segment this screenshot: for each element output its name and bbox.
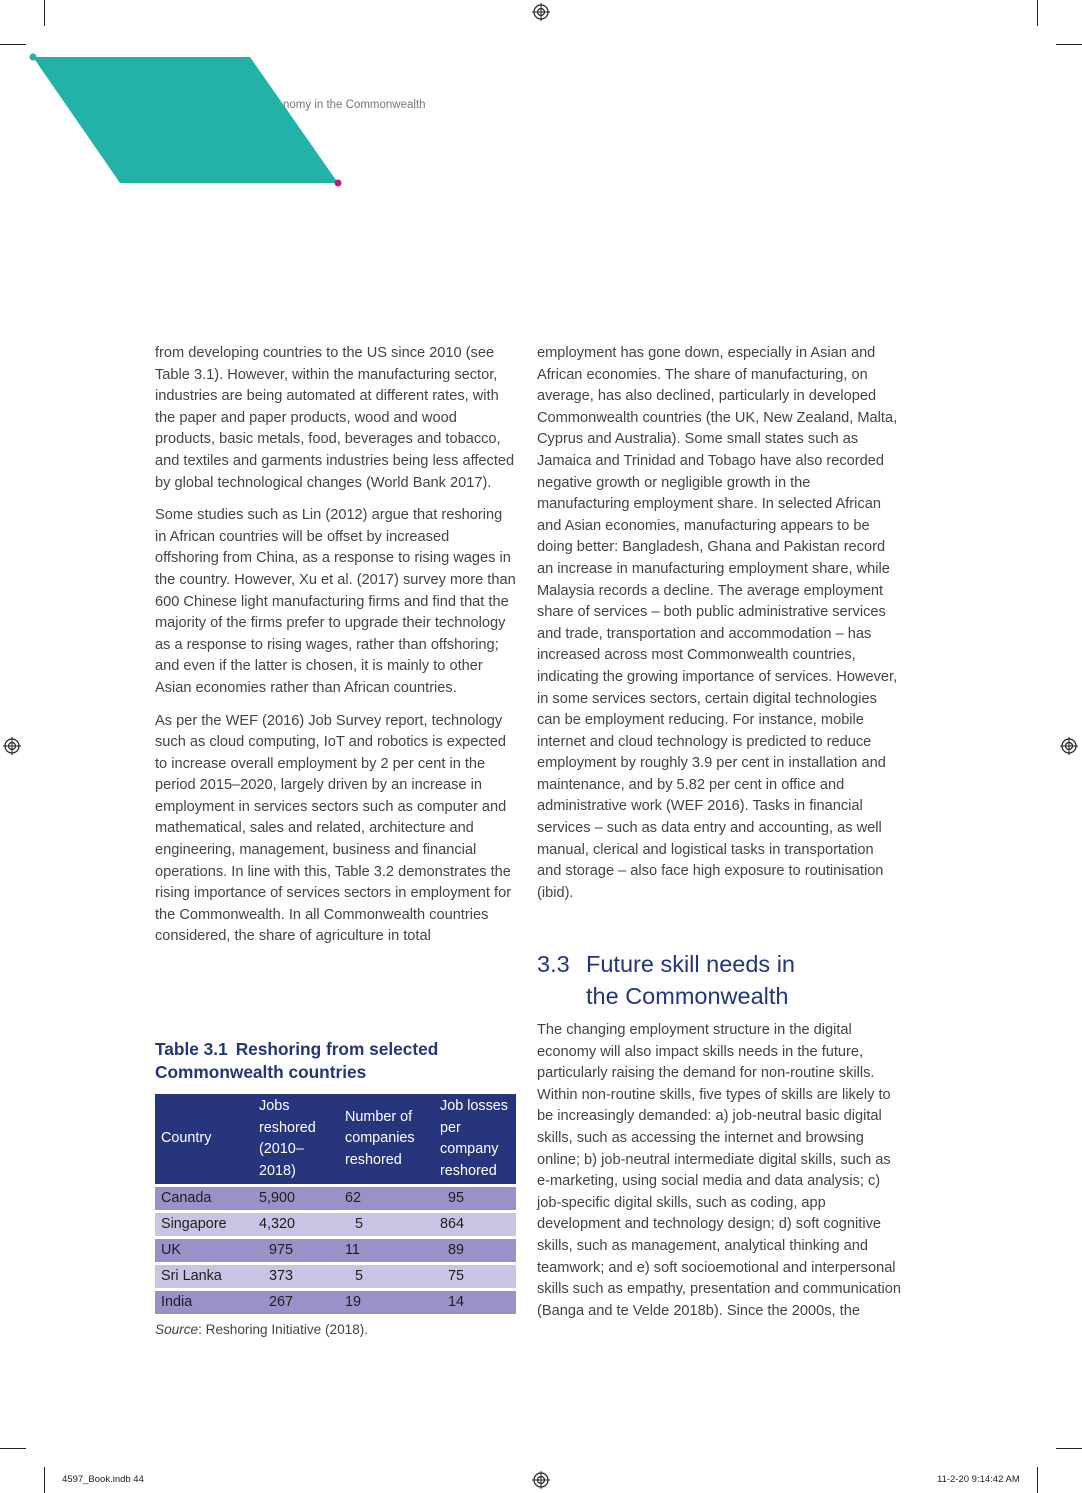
body-paragraph: The changing employment structure in the digital economy will also impact skills needs in the future, particularly raising the demand for non-routine skills. Within non-routine skills, five types of skills are likely to be increasingly demanded: a) job-neutral basic digital skills, such as accessing the internet and browsing online; b) job-neutral intermediate digital skills, such as e-marketing, using social media and data analysis; c) job-specific digital skills, such as coding, app development and technology design; d) soft cognitive skills, such as management, analytical thinking and teamwork; and e) soft socioemotional and interpersonal skills such as empathy, presentation and communication (Banga and te Velde 2018b). Since the 2000s, the — [537, 1022, 901, 1319]
table-cell: UK — [155, 1236, 253, 1262]
right-column — [537, 343, 902, 915]
section-body — [537, 1020, 902, 1333]
table-cell: 373 — [253, 1262, 339, 1288]
registration-mark-icon — [3, 737, 21, 755]
source-label: Source — [155, 1322, 199, 1337]
table-label: Table 3.1 — [155, 1039, 228, 1059]
table-cell: 267 — [253, 1288, 339, 1314]
registration-mark-icon — [532, 1471, 550, 1489]
left-column — [155, 343, 517, 959]
table-row — [155, 1288, 516, 1314]
running-head: nomy in the Commonwealth — [283, 99, 426, 111]
table-cell: 4,320 — [253, 1210, 339, 1236]
table-cell: 62 — [339, 1184, 434, 1210]
table-source — [155, 1322, 368, 1337]
body-paragraph: Some studies such as Lin (2012) argue that reshoring in African countries will be offset by increased offshoring from China, as a response to rising wages in the country. However, Xu et al. (2017) survey more than 600 Chinese light manufacturing firms and find that the majority of the firms prefer to upgrade their technology as a response to rising wages, rather than offshoring; and even if the latter is chosen, it is mainly to other Asian economies rather than African countries. — [155, 507, 516, 696]
table-cell: 95 — [434, 1184, 516, 1210]
table-cell: 11 — [339, 1236, 434, 1262]
slug-file: 4597_Book.indb 44 — [62, 1474, 144, 1485]
table-cell: India — [155, 1288, 253, 1314]
reshoring-table — [155, 1094, 516, 1314]
table-cell: 75 — [434, 1262, 516, 1288]
table-header-row — [155, 1094, 516, 1184]
section-title-line: the Commonwealth — [586, 983, 789, 1009]
table-cell: Sri Lanka — [155, 1262, 253, 1288]
column-header: Number of companies reshored — [339, 1094, 434, 1184]
table-cell: 14 — [434, 1288, 516, 1314]
column-header: Job losses per company reshored — [434, 1094, 516, 1184]
crop-mark — [1037, 1467, 1038, 1493]
table-title — [155, 1038, 517, 1084]
table-cell: 19 — [339, 1288, 434, 1314]
crop-mark — [1037, 0, 1038, 26]
column-header: Jobs reshored (2010–2018) — [253, 1094, 339, 1184]
table-cell: 89 — [434, 1236, 516, 1262]
table-row — [155, 1210, 516, 1236]
table-cell: 5 — [339, 1262, 434, 1288]
section-title-line: Future skill needs in — [586, 951, 795, 977]
crop-mark — [1056, 44, 1082, 45]
table-caption: Reshoring from selected Commonwealth countries — [155, 1039, 439, 1082]
table-cell: Canada — [155, 1184, 253, 1210]
table-cell: 975 — [253, 1236, 339, 1262]
column-header: Country — [155, 1094, 253, 1184]
table-cell: 5 — [339, 1210, 434, 1236]
slug-timestamp: 11-2-20 9:14:42 AM — [937, 1474, 1020, 1485]
table-cell: 864 — [434, 1210, 516, 1236]
crop-mark — [0, 1448, 26, 1449]
crop-mark — [1056, 1448, 1082, 1449]
table-row — [155, 1262, 516, 1288]
crop-mark — [44, 1467, 45, 1493]
table-cell: Singapore — [155, 1210, 253, 1236]
table-row — [155, 1184, 516, 1210]
body-paragraph: employment has gone down, especially in Asian and African economies. The share of manufacturing, on average, has also declined, particularly in developed Commonwealth countries (the UK, New Zealand, Malta, Cyprus and Australia). Some small states such as Jamaica and Trinidad and Tobago have also recorded negative growth or negligible growth in the manufacturing employment share. In selected African and Asian economies, manufacturing appears to be doing better: Bangladesh, Ghana and Pakistan record an increase in manufacturing employment share, while Malaysia records a decline. The average employment share of services – both public administrative services and trade, transportation and accommodation – has increased across most Commonwealth countries, indicating the growing importance of services. However, in some services sectors, certain digital technologies can be employment reducing. For instance, mobile internet and cloud technology is predicted to reduce employment by roughly 3.9 per cent in installation and maintenance, and by 5.82 per cent in office and administrative work (WEF 2016). Tasks in financial services – such as data entry and accounting, as well manual, clerical and logistical tasks in transportation and storage – also face high exposure to routinisation (ibid). — [537, 345, 898, 901]
body-paragraph: from developing countries to the US since 2010 (see Table 3.1). However, within the manufacturing sector, industries are being automated at different rates, with the paper and paper products, wood and wood products, basic metals, food, beverages and tobacco, and textiles and garments industries being less affected by global technological changes (World Bank 2017). — [155, 345, 515, 491]
registration-mark-icon — [532, 3, 550, 21]
registration-mark-icon — [1060, 737, 1078, 755]
table-cell: 5,900 — [253, 1184, 339, 1210]
section-number: 3.3 — [537, 951, 570, 977]
source-text: : Reshoring Initiative (2018). — [198, 1322, 369, 1337]
body-paragraph: As per the WEF (2016) Job Survey report, technology such as cloud computing, IoT and robotics is expected to increase overall employment by 2 per cent in the period 2015–2020, largely driven by an increase in employment in services sectors such as computer and mathematical, sales and related, architecture and engineering, management, business and financial operations. In line with this, Table 3.2 demonstrates the rising importance of services sectors in employment for the Commonwealth. In all Commonwealth countries considered, the share of agriculture in total — [155, 712, 512, 945]
table-row — [155, 1236, 516, 1262]
